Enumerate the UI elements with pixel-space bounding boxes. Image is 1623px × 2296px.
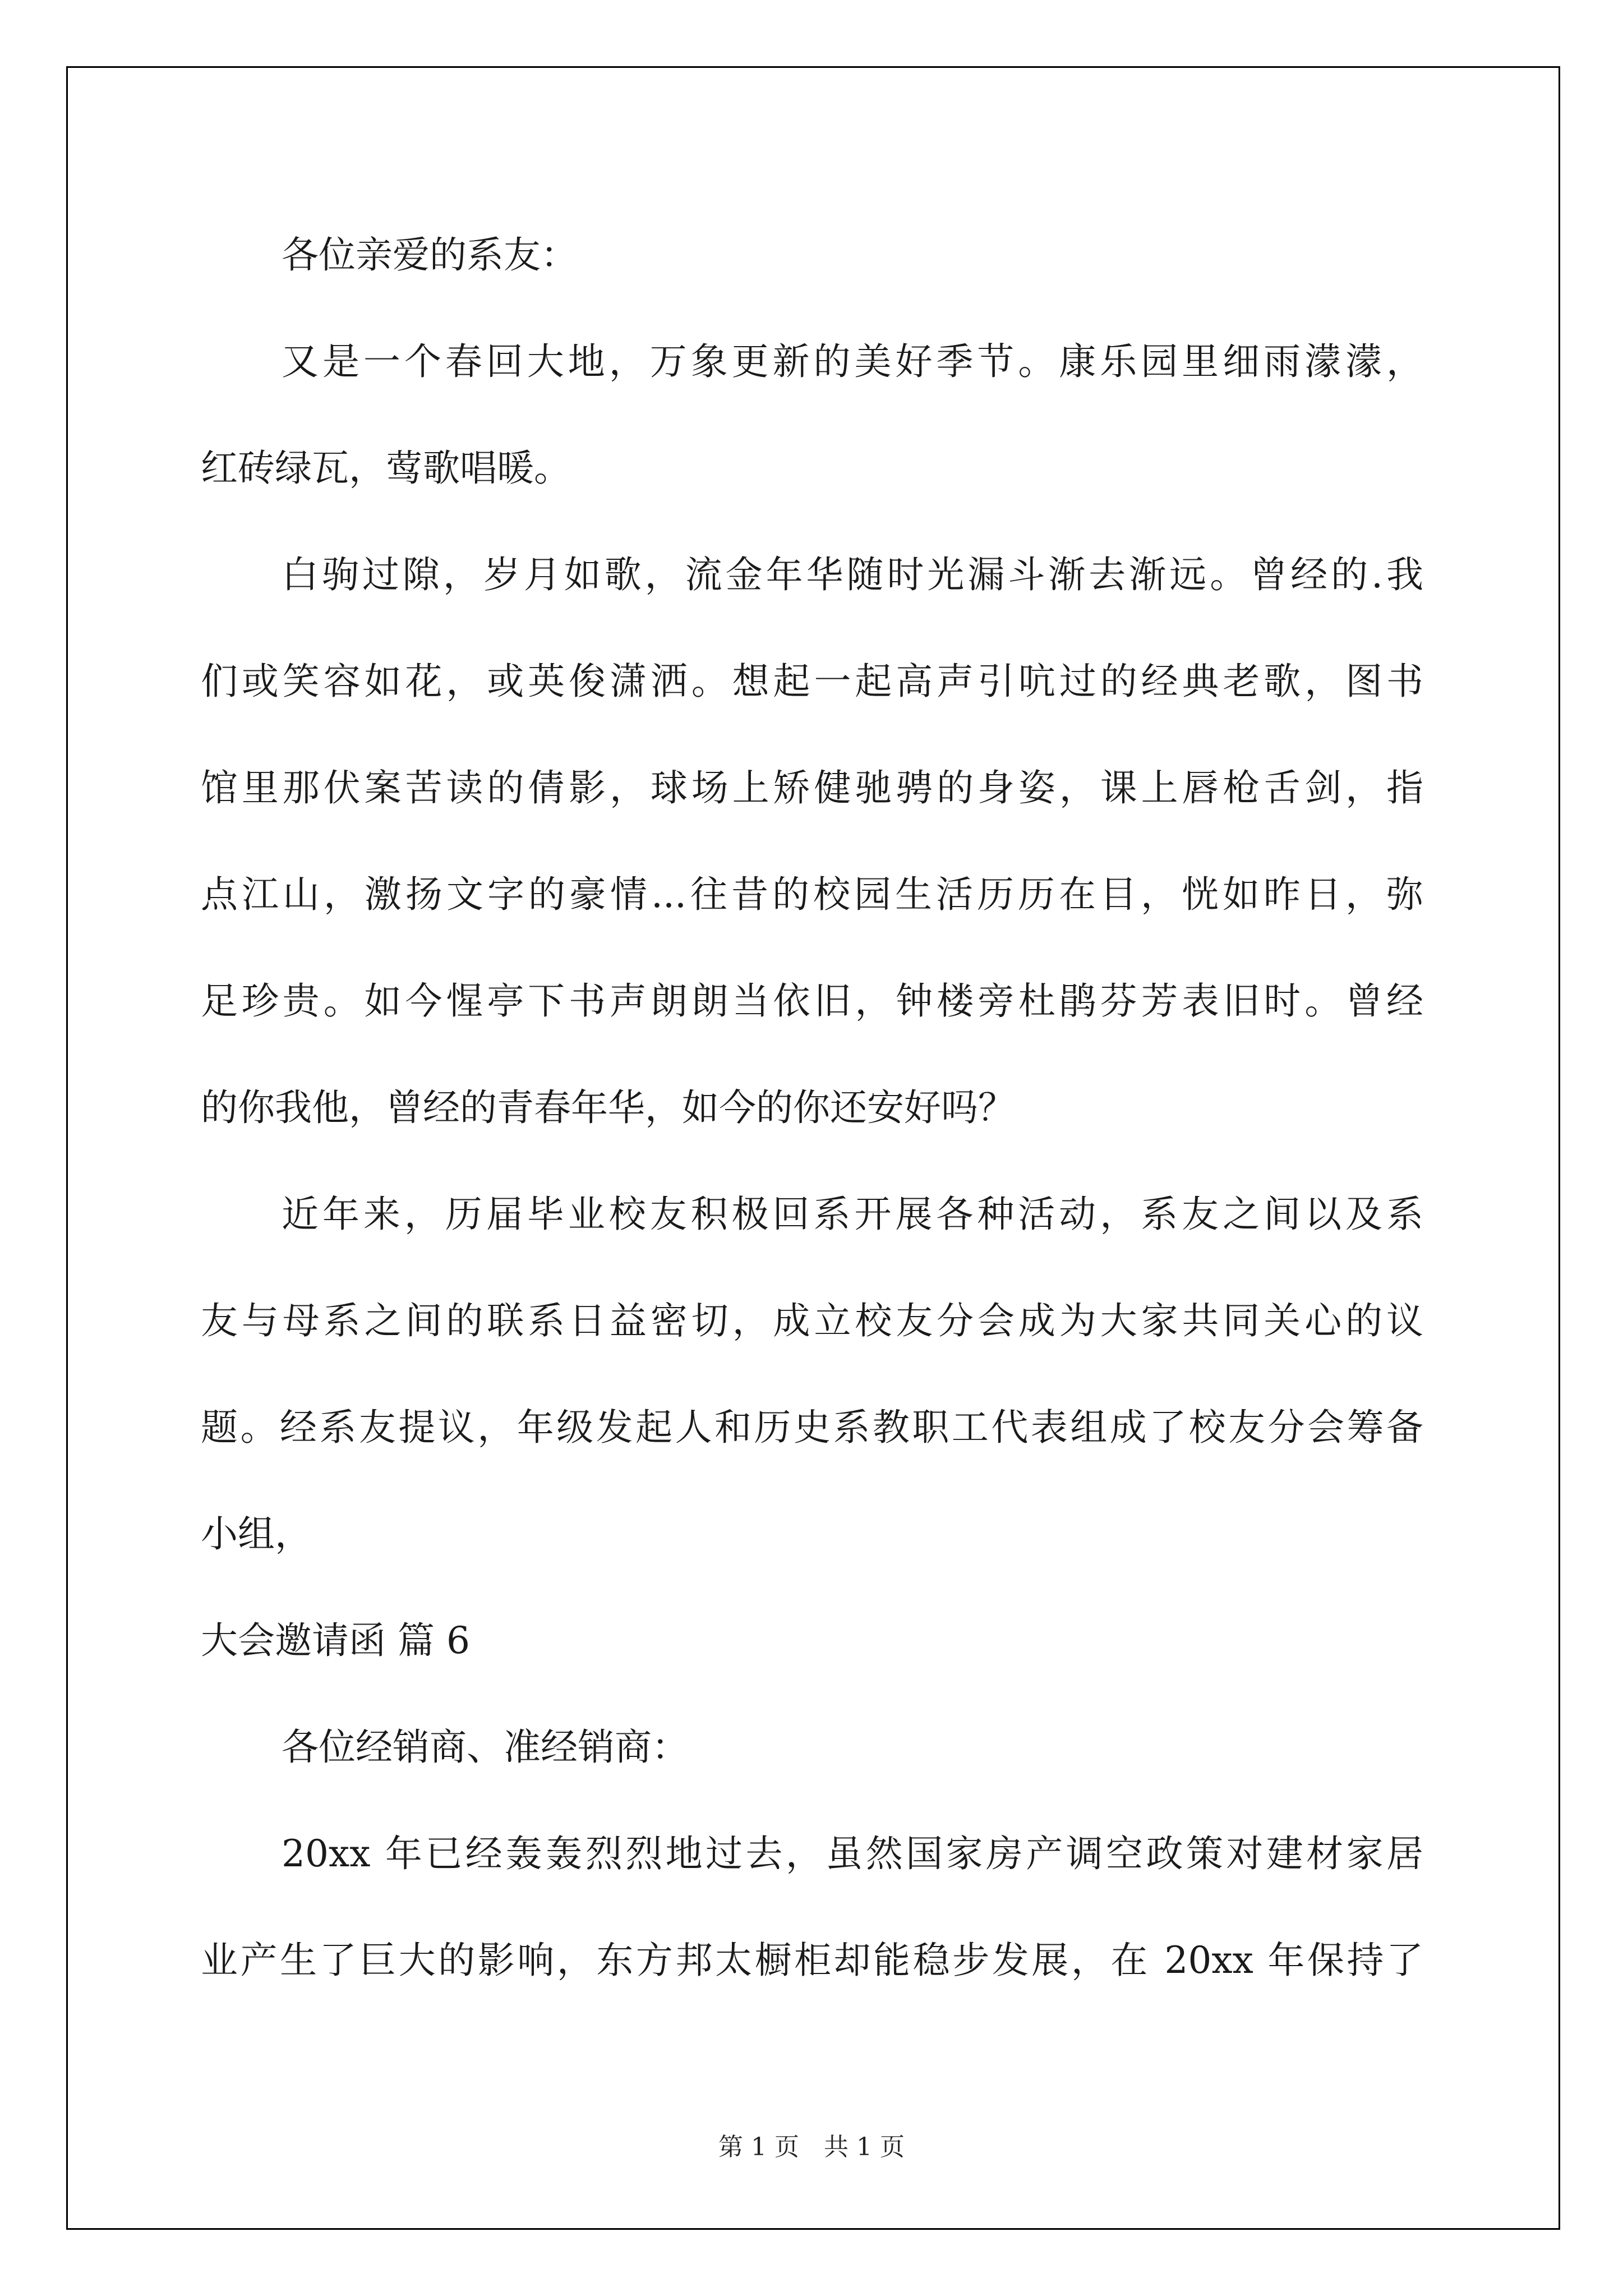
paragraph-line: 白驹过隙，岁月如歌，流金年华随时光漏斗渐去渐远。曾经的.我 [282, 553, 1423, 596]
section-heading: 大会邀请函 篇 6 [201, 1619, 470, 1662]
paragraph-line: 小组， [201, 1512, 312, 1556]
paragraph-line: 馆里那伏案苦读的倩影，球场上矫健驰骋的身姿，课上唇枪舌剑，指 [201, 766, 1423, 809]
salutation-line: 各位亲爱的系友： [282, 233, 578, 277]
paragraph-line: 点江山，激扬文字的豪情...往昔的校园生活历历在目，恍如昨日，弥 [201, 873, 1423, 916]
paragraph-line: 又是一个春回大地，万象更新的美好季节。康乐园里细雨濛濛， [282, 340, 1423, 383]
paragraph-line: 近年来，历届毕业校友积极回系开展各种活动，系友之间以及系 [282, 1193, 1423, 1236]
paragraph-line: 足珍贵。如今惺亭下书声朗朗当依旧，钟楼旁杜鹃芬芳表旧时。曾经 [201, 979, 1423, 1023]
paragraph-line: 友与母系之间的联系日益密切，成立校友分会成为大家共同关心的议 [201, 1299, 1423, 1342]
salutation-line: 各位经销商、准经销商： [282, 1726, 689, 1769]
page-footer: 第 1 页 共 1 页 [718, 2133, 905, 2161]
paragraph-line: 业产生了巨大的影响，东方邦太橱柜却能稳步发展，在 20xx 年保持了 [201, 1939, 1423, 1982]
paragraph-line: 题。经系友提议，年级发起人和历史系教职工代表组成了校友分会筹备 [201, 1406, 1423, 1449]
document-body [201, 202, 1423, 2014]
paragraph-line: 20xx 年已经轰轰烈烈地过去，虽然国家房产调空政策对建材家居 [282, 1832, 1423, 1875]
paragraph-line: 们或笑容如花，或英俊潇洒。想起一起高声引吭过的经典老歌，图书 [201, 660, 1423, 703]
paragraph-line: 的你我他，曾经的青春年华，如今的你还安好吗？ [201, 1086, 1015, 1129]
paragraph-line: 红砖绿瓦，莺歌唱暖。 [201, 447, 571, 490]
